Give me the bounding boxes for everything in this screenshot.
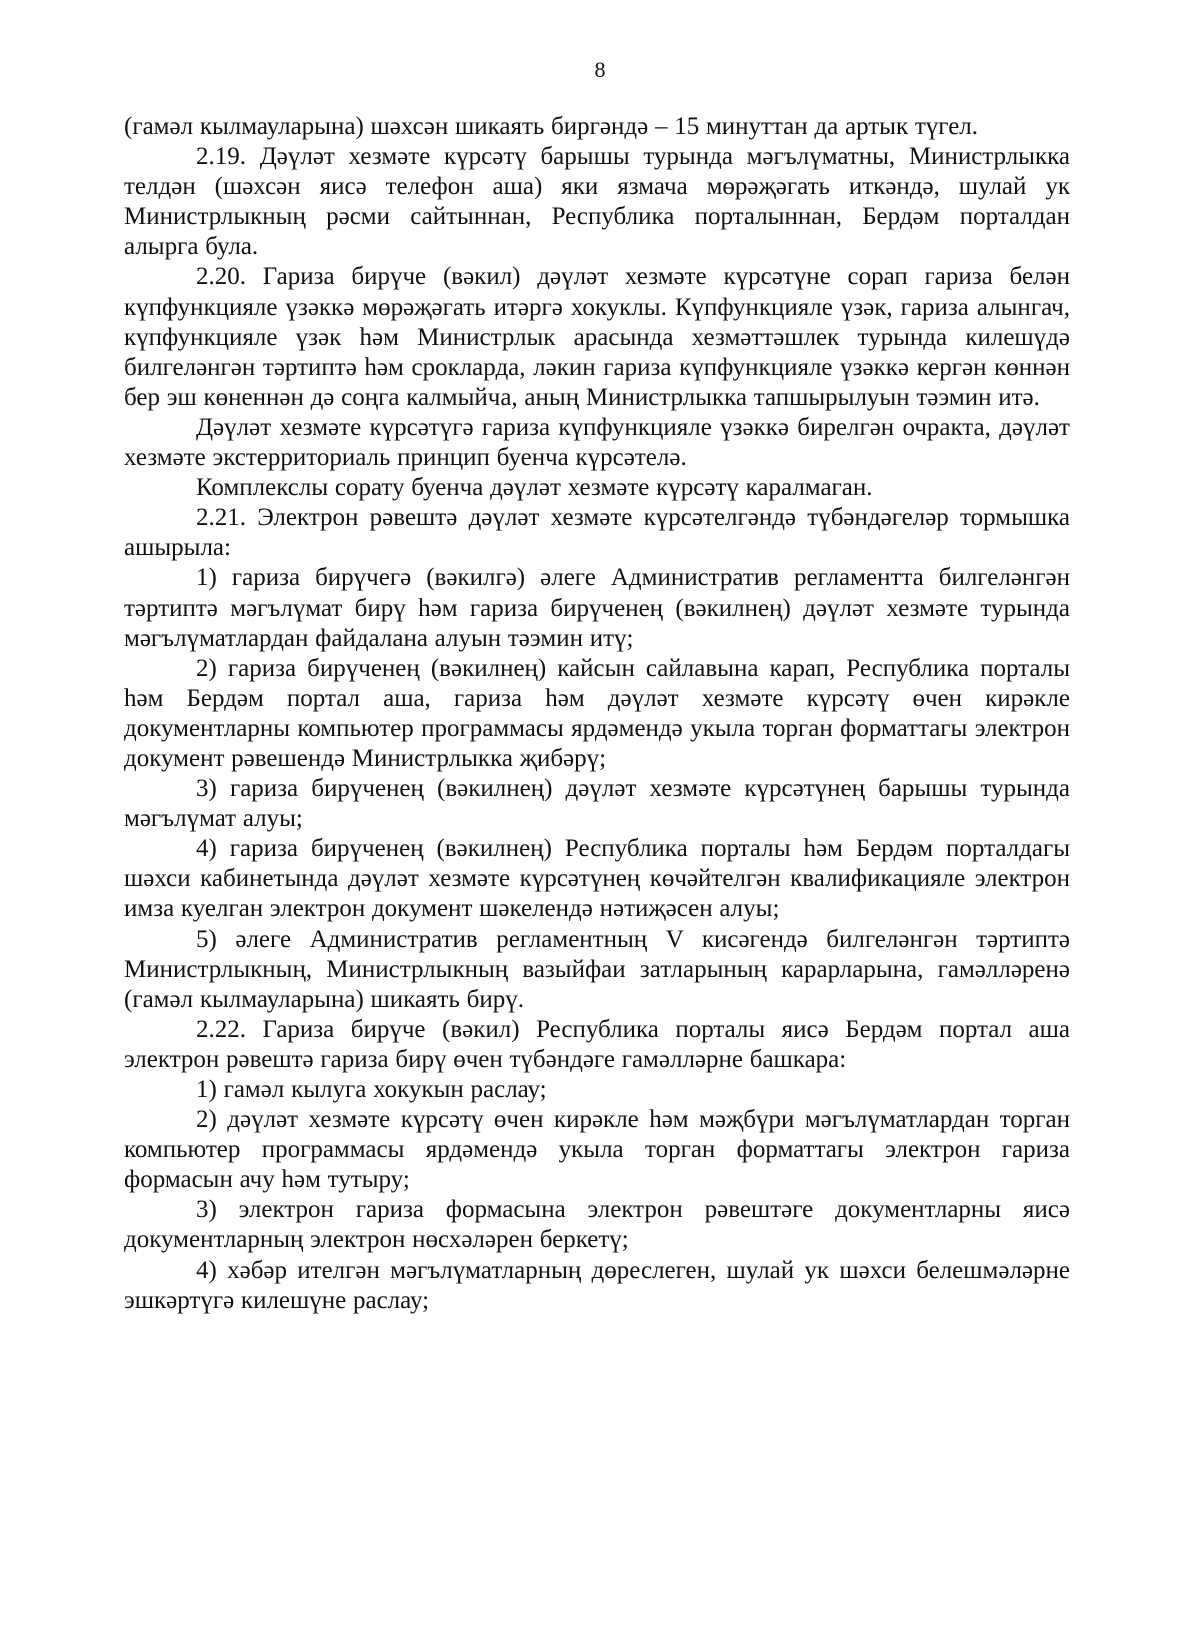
list-item-2-21-5: 5) әлеге Административ регламентның V кисәгендә билгеләнгән тәртиптә Министрлыкның, Министрлыкның вазыйфаи затларының карарларына, гамәлләренә (гамәл кылмауларына) шикаять бирү. bbox=[124, 925, 1070, 1013]
paragraph-2-22: 2.22. Гариза бирүче (вәкил) Республика порталы яисә Бердәм портал аша электрон рәвештә гариза бирү өчен түбәндәге гамәлләрне башкара: bbox=[124, 1015, 1070, 1073]
list-item-2-22-3: 3) электрон гариза формасына электрон рәвештәге документларны яисә документларның электрон нөсхәләрен беркетү; bbox=[124, 1196, 1070, 1254]
list-item-2-21-3: 3) гариза бирүченең (вәкилнең) дәүләт хезмәте күрсәтүнең барышы турында мәгълүмат алуы; bbox=[124, 775, 1070, 833]
list-item-2-21-4: 4) гариза бирүченең (вәкилнең) Республика порталы һәм Бердәм порталдагы шәхси кабинетында дәүләт хезмәте күрсәтүнең көчәйтелгән квалификацияле электрон имза куелган электрон документ шәкелендә нәтиҗәсен алуы; bbox=[124, 835, 1070, 923]
paragraph-continuation: (гамәл кылмауларына) шәхсән шикаять биргәндә – 15 минуттан да артык түгел. bbox=[124, 113, 979, 140]
document-body bbox=[124, 112, 1070, 1316]
paragraph-2-20-extraterritorial: Дәүләт хезмәте күрсәтүгә гариза күпфункцияле үзәккә бирелгән очракта, дәүләт хезмәте экстерриториаль принцип буенча күрсәтелә. bbox=[124, 413, 1070, 472]
list-item-2-22-2: 2) дәүләт хезмәте күрсәтү өчен кирәкле һәм мәҗбүри мәгълүматлардан торган компьютер программасы ярдәмендә укыла торган форматтагы электрон гариза формасын ачу һәм тутыру; bbox=[124, 1106, 1070, 1194]
list-item-2-21-1: 1) гариза бирүчегә (вәкилгә) әлеге Административ регламентта билгеләнгән тәртиптә мәгълүмат бирү һәм гариза бирүченең (вәкилнең) дәүләт хезмәте турында мәгълүматлардан файдалана алуын тәэмин итү; bbox=[124, 564, 1070, 652]
page-number: 8 bbox=[594, 57, 606, 82]
paragraph-2-20-complex-request: Комплекслы сорату буенча дәүләт хезмәте күрсәтү каралмаган. bbox=[196, 474, 873, 502]
paragraph-2-21: 2.21. Электрон рәвештә дәүләт хезмәте күрсәтелгәндә түбәндәгеләр тормышка ашырыла: bbox=[124, 504, 1070, 562]
paragraph-2-19: 2.19. Дәүләт хезмәте күрсәтү барышы турында мәгълүматны, Министрлыкка телдән (шәхсән яисә телефон аша) яки язмача мөрәҗәгать иткәндә, шулай ук Министрлыкның рәсми сайтыннан, Республика порталыннан, Бердәм порталдан алырга була. bbox=[124, 143, 1070, 261]
list-item-2-22-4: 4) хәбәр ителгән мәгълүматларның дөреслеген, шулай ук шәхси белешмәләрне эшкәртүгә килешүне раслау; bbox=[124, 1256, 1070, 1314]
list-item-2-21-2: 2) гариза бирүченең (вәкилнең) кайсын сайлавына карап, Республика порталы һәм Бердәм портал аша, гариза һәм дәүләт хезмәте күрсәтү өчен кирәкле документларны компьютер программасы ярдәмендә укыла торган форматтагы электрон документ рәвешендә Министрлыкка җибәрү; bbox=[124, 654, 1070, 772]
paragraph-2-20: 2.20. Гариза бирүче (вәкил) дәүләт хезмәте күрсәтүне сорап гариза белән күпфункцияле үзәккә мөрәҗәгать итәргә хокуклы. Күпфункцияле үзәк, гариза алынгач, күпфункцияле үзәк һәм Министрлык арасында хезмәттәшлек турында килешүдә билгеләнгән тәртиптә һәм срокларда, ләкин гариза күпфункцияле үзәккә кергән көннән бер эш көненнән дә соңга калмыйча, аның Министрлыкка тапшырылуын тәэмин итә. bbox=[124, 263, 1070, 411]
list-item-2-22-1: 1) гамәл кылуга хокукын раслау; bbox=[196, 1076, 547, 1103]
